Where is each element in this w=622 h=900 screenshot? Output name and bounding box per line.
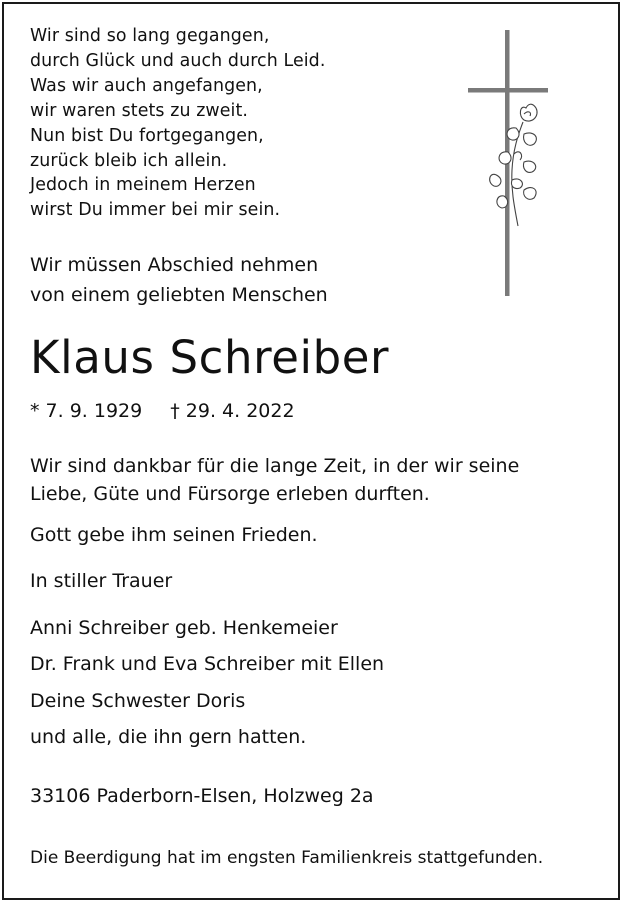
life-dates xyxy=(30,398,295,424)
mourner-entry: Deine Schwester Doris xyxy=(30,689,246,712)
thanks-line: Wir sind dankbar für die lange Zeit, in der wir seine xyxy=(30,455,520,477)
deceased-name: Klaus Schreiber xyxy=(30,331,390,384)
poem-line: Jedoch in meinem Herzen xyxy=(30,175,256,196)
birth-date: * 7. 9. 1929 xyxy=(30,400,143,422)
mourner-entry: Anni Schreiber geb. Henkemeier xyxy=(30,617,338,639)
poem-line: Wir sind so lang gegangen, xyxy=(30,26,270,46)
poem xyxy=(30,24,325,223)
address: 33106 Paderborn-Elsen, Holzweg 2a xyxy=(30,785,374,807)
funeral-note: Die Beerdigung hat im engsten Familienkreis stattgefunden. xyxy=(30,848,544,868)
mourner-entry: und alle, die ihn gern hatten. xyxy=(30,726,307,749)
thanks-text xyxy=(30,452,519,508)
intro-line: von einem geliebten Menschen xyxy=(30,284,328,306)
thanks-line: Liebe, Güte und Fürsorge erleben durften. xyxy=(30,483,430,505)
intro-text xyxy=(30,250,328,310)
mourner-entry: Dr. Frank und Eva Schreiber mit Ellen xyxy=(30,653,385,676)
poem-line: wirst Du immer bei mir sein. xyxy=(30,200,281,221)
mourners-list xyxy=(30,610,384,756)
cross-with-rose-icon xyxy=(468,30,548,296)
poem-line: Nun bist Du fortgegangen, xyxy=(30,125,264,146)
poem-line: Was wir auch angefangen, xyxy=(30,75,263,96)
poem-line: wir waren stets zu zweit. xyxy=(30,100,249,121)
death-date: † 29. 4. 2022 xyxy=(170,400,295,422)
mourning-label: In stiller Trauer xyxy=(30,570,173,592)
poem-line: zurück bleib ich allein. xyxy=(30,150,228,171)
intro-line: Wir müssen Abschied nehmen xyxy=(30,254,319,276)
blessing-text: Gott gebe ihm seinen Frieden. xyxy=(30,524,318,546)
poem-line: durch Glück und auch durch Leid. xyxy=(30,50,326,71)
